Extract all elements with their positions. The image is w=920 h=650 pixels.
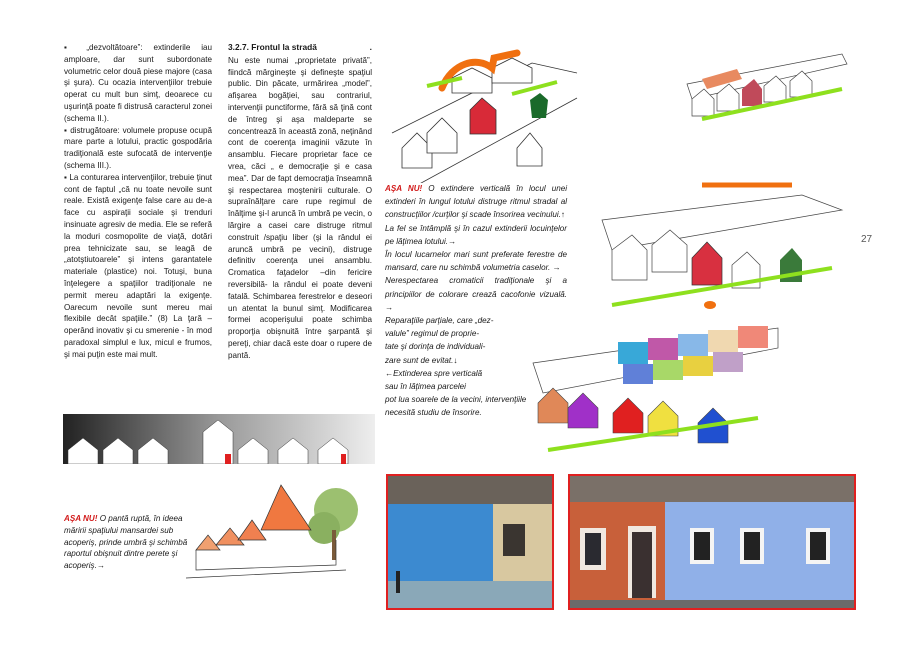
facade-photo <box>568 474 856 610</box>
note-line: pot lua soarele de la vecini, intervenţiile <box>385 395 527 405</box>
note-line: Reparaţiile parţiale, care „dez- <box>385 316 494 326</box>
facade-photo-image <box>570 476 856 610</box>
paragraph: ▪ „dezvoltătoare”: extinderile iau amploare, dar sunt subordonate volumetric celor două piese majore (casa şi şura). Cu ocazia intervenţiilor trebuie operat cu mult bun simţ, deoarece cu uşurinţă poate fi distrusă caracterul zonei (schema II.). <box>64 43 212 123</box>
street-front-sketch <box>382 38 582 183</box>
color-cacophony-sketch <box>528 318 783 458</box>
text-column-left <box>64 42 212 361</box>
note-line: tate şi dorinţa de individuali- <box>385 342 486 352</box>
roof-silhouette-diagram <box>63 414 375 464</box>
note-line <box>385 182 567 222</box>
heading-dot: . <box>369 42 372 52</box>
facade-photo-image <box>388 476 554 610</box>
note-line: valule” regimul de proprie- <box>385 329 480 339</box>
note-left <box>64 513 204 572</box>
text-column-middle <box>228 42 372 362</box>
broken-slope-sketch <box>186 470 358 582</box>
page-number: 27 <box>861 234 873 245</box>
section-heading-text: 3.2.7. Frontul la stradă <box>228 42 317 52</box>
note-line: zare sunt de evitat.↓ <box>385 355 458 365</box>
paragraph: ▪ La conturarea intervenţiilor, trebuie ţinut cont de faptul „că nu toate nevoile sunt reale. Există exigenţe false care au de-a face cu aspiraţii sociale şi trenduri insinuate agresiv de media. Ele se referă la moduri cosmopolite de viaţă, dotări prea tehnicizate sau, se leagă de „atotştiutoarele” şi intens garantatele materiale (plastice) noi. Totuşi, buna înţelegere a spaţiilor tradiţionale ne permit mereu adaptări la exigenţe. Oarecum nevoile sunt mereu mai flexibile decât spaţiile.” (8) La ţară – operând inovativ şi cu smerenie - în mod paradoxal simplul e lux, micul e frumos, şi mai puţin este mai mult. <box>64 172 212 359</box>
warning-label: AŞA NU! <box>385 184 423 193</box>
note-text: O pantă ruptă, în ideea măririi spaţiului mansardei sub acoperiş, prinde umbră şi schimbă raportul obişnuit dintre perete şi acoperiş.→ <box>64 514 188 571</box>
note-line: ←Extinderea spre verticală <box>385 368 483 378</box>
vertical-extension-sketch <box>592 180 857 310</box>
note-line: Nerespectarea cromaticii tradiţionale şi a principiilor de colorare crează cacofonie vizuală. → <box>385 276 567 312</box>
warning-label: AŞA NU! <box>64 514 98 523</box>
note-line: necesită studiu de însorire. <box>385 408 482 418</box>
section-heading <box>228 42 372 54</box>
paragraph: Nu este numai „proprietate privată”, fiindcă mărgineşte şi defineşte spaţiul public. Din păcate, urmărirea „model”, afişarea bogăţiei, sau contrariul, intervenţii punctiforme, fără să ţină cont de întreg şi aşa maldeparte se concentrează în această zonă, neţinând cont de coerenţa imaginii văzute în ansamblu. Fiecare proprietar face ce vrea, căci „ e democraţie şi e casa mea”. Dar de fapt democraţia înseamnă şi respectarea moştenirii culturale. O supraînălţare care rupe regimul de înălţime şi-l aruncă în umbră pe vecin, o lărgire a casei care distruge ritmul construit /spaţiu liber (şi la rândul ei aruncă umbră pe vecini), distruge definitiv coerenţa unei ansamblu. Cromatica faţadelor –din fericire reversibilă- la rândul ei poate deveni fatală. Schimbarea ferestrelor e deseori un atentat la bunul simţ. Modificarea formei acoperişului poate schimba proporţia obişnuită între şarpantă şi pereţi, chiar dacă este doar o rupere de pantă. <box>228 55 372 360</box>
facade-photo <box>386 474 554 610</box>
paragraph: ▪ distrugătoare: volumele propuse ocupă mare parte a lotului, practic gospodăria tradiţională este sufocată de intervenţie (schema III.). <box>64 125 212 170</box>
note-line: În locul lucarnelor mari sunt preferate ferestre de mansard, care nu schimbă volumetria caselor. → <box>385 250 567 273</box>
note-line: sau în lăţimea parcelei <box>385 382 466 392</box>
rhythm-sketch <box>682 44 852 124</box>
note-line <box>64 513 204 572</box>
note-line: La fel se întâmplă şi în cazul extinderii locuinţelor pe lăţimea lotului.→ <box>385 223 567 246</box>
note-text: O extindere verticală în locul unei extinderi în lungul lotului distruge ritmul stradal al construcţiilor /curţilor şi scade însorirea vecinului.↑ <box>385 184 567 220</box>
